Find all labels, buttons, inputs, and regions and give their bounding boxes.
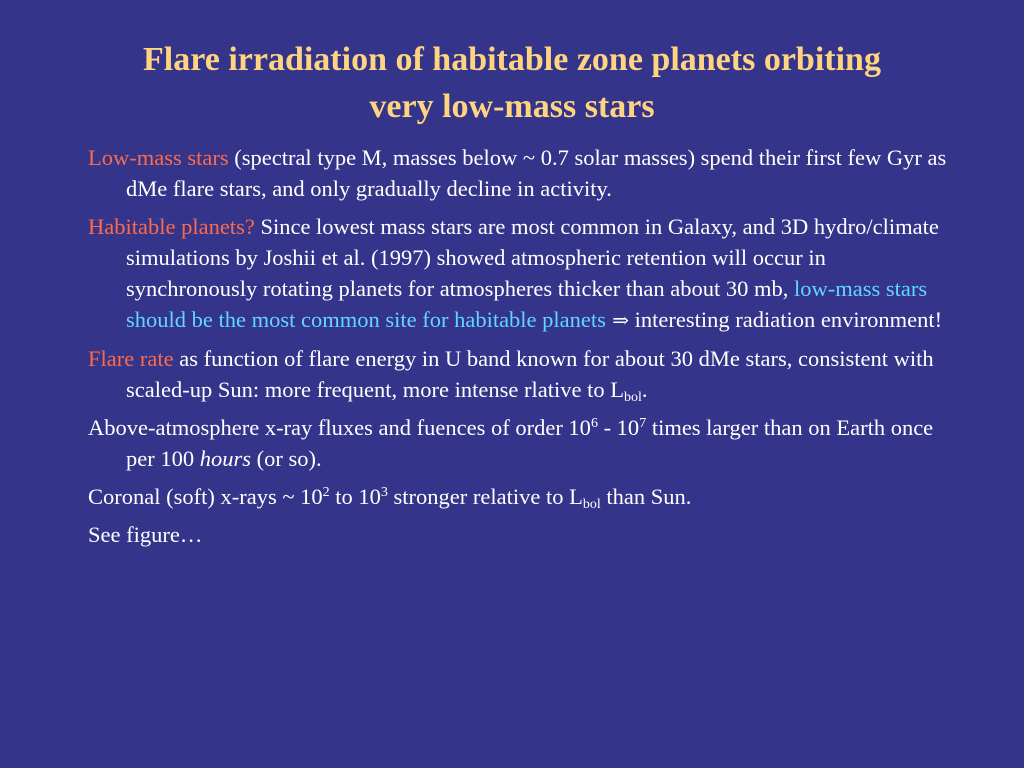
text-coronal-2: to 10 (329, 484, 381, 509)
highlight-habitable-planets: low-mass stars should be the most common site for habitable planets (126, 276, 928, 332)
text-habitable-planets: Since lowest mass stars are most common in Galaxy, and 3D hydro/climate simulations by Joshii et al. (1997) showed atmospheric retention will occur in synchronously rotating planets for atmospheres thicker than about 30 mb, (126, 214, 939, 301)
paragraph-flare-rate (88, 343, 958, 405)
text-low-mass-stars: (spectral type M, masses below ~ 0.7 solar masses) spend their first few Gyr as dMe flare stars, and only gradually decline in activity. (126, 145, 947, 201)
paragraph-see-figure (88, 519, 958, 550)
text-see-figure: See figure… (88, 522, 203, 547)
slide-title (40, 36, 984, 130)
label-habitable-planets: Habitable planets? (88, 214, 255, 239)
slide-title-line-2: very low-mass stars (369, 88, 655, 125)
text-coronal-3: stronger relative to L (387, 484, 583, 509)
subscript-bol: bol (623, 390, 642, 405)
paragraph-habitable-planets (88, 211, 958, 336)
slide-title-line-1: Flare irradiation of habitable zone planets orbiting (143, 41, 881, 78)
paragraph-low-mass-stars (88, 142, 958, 204)
text-flare-rate-tail: . (641, 377, 648, 402)
superscript-3: 3 (380, 485, 388, 500)
text-habitable-planets-tail: interesting radiation environment! (629, 307, 943, 332)
text-xray-fluxes-3: times larger than on Earth once per 100 (126, 415, 934, 471)
implies-arrow-icon: ⇒ (605, 308, 630, 332)
slide-body (88, 142, 958, 557)
text-coronal-tail: than Sun. (600, 484, 692, 509)
label-flare-rate: Flare rate (88, 346, 174, 371)
label-low-mass-stars: Low-mass stars (88, 145, 229, 170)
italic-hours: hours (199, 446, 251, 471)
text-xray-fluxes-tail: (or so). (251, 446, 322, 471)
superscript-6: 6 (590, 416, 598, 431)
text-flare-rate: as function of flare energy in U band known for about 30 dMe stars, consistent with scaled-up Sun: more frequent, more intense rlative to L (126, 346, 934, 402)
subscript-bol-2: bol (582, 497, 601, 512)
text-xray-fluxes-2: - 10 (597, 415, 640, 440)
text-coronal-1: Coronal (soft) x-rays ~ 10 (88, 484, 323, 509)
superscript-2: 2 (322, 485, 330, 500)
paragraph-coronal-xrays (88, 481, 958, 512)
paragraph-xray-fluxes (88, 412, 958, 474)
text-xray-fluxes-1: Above-atmosphere x-ray fluxes and fuences of order 10 (88, 415, 591, 440)
superscript-7: 7 (639, 416, 647, 431)
